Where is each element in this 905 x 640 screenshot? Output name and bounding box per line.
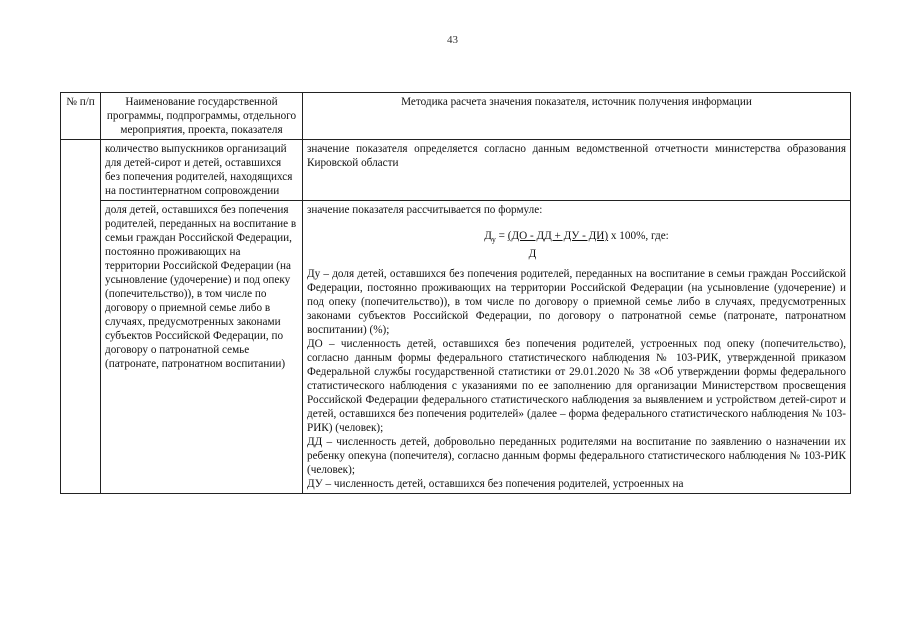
definition-do: ДО – численность детей, оставшихся без попечения родителей, устроенных под опеку (попечительство), согласно данным формы федерального статистического наблюдения № 103-РИК, утвержденной приказом Федеральной службы государственной статистики от 29.01.2020 № 38 «Об утверждении формы федерального статистического наблюдения с указаниями по ее заполнению для организации Министерством просвещения Российской Федерации федерального статистического наблюдения за выявлением и устройством детей-сирот и детей, оставшихся без попечения родителей» (далее – форма федерального статистического наблюдения № 103-РИК) (человек);: [307, 338, 846, 435]
formula-numerator: (ДО - ДД + ДУ - ДИ): [507, 230, 609, 242]
indicator-table: [60, 92, 851, 494]
indicator-name: количество выпускников организаций для детей-сирот и детей, оставшихся без попечения родителей, находящихся на постинтернатном сопровождении: [101, 140, 303, 201]
table-row: [61, 201, 851, 494]
page-number: 43: [447, 34, 458, 46]
definition-du2: ДУ – численность детей, оставшихся без попечения родителей, устроенных на: [307, 478, 684, 491]
formula-denominator: Д: [528, 248, 537, 261]
header-number: № п/п: [61, 93, 101, 140]
definition-du: Ду – доля детей, оставшихся без попечения родителей, переданных на воспитание в семьи граждан Российской Федерации, постоянно проживающих на территории Российской Федерации (на усыновление (удочерение) и под опеку (попечительство)), в том числе по договору о приемной семье либо в случаях, предусмотренных законами субъектов Российской Федерации, по договору о патронатной семье (патронате, патронатном воспитании) (%);: [307, 268, 846, 337]
definition-dd: ДД – численность детей, добровольно переданных родителями на воспитание по заявлению о назначении их ребенку опекуна (попечителя), согласно данным формы федерального статистического наблюдения № 103-РИК (человек);: [307, 436, 846, 477]
method-intro: значение показателя рассчитывается по формуле:: [307, 204, 543, 216]
indicator-method: значение показателя определяется согласно данным ведомственной отчетности министерства образования Кировской области: [303, 140, 851, 201]
formula-subscript: у: [491, 235, 496, 245]
header-method: Методика расчета значения показателя, источник получения информации: [303, 93, 851, 140]
table-header-row: [61, 93, 851, 140]
indicator-name: доля детей, оставшихся без попечения родителей, переданных на воспитание в семьи граждан Российской Федерации, постоянно проживающих на территории Российской Федерации (на усыновление (удочерение) и под опеку (попечительство)), в том числе по договору о приемной семье либо в случаях, предусмотренных законами субъектов Российской Федерации, по договору о патронатной семье (патронате, патронатном воспитании): [101, 201, 303, 494]
row-number-cell: [61, 140, 101, 494]
header-name: Наименование государственной программы, подпрограммы, отдельного мероприятия, проекта, показателя: [101, 93, 303, 140]
table-row: [61, 140, 851, 201]
indicator-method: [303, 201, 851, 494]
formula: $Д_у = (ДО$ - ДД + ДУ - ДИ) x 100%, где: Д: [307, 229, 846, 261]
formula-lhs: Д: [484, 230, 492, 242]
formula-tail: x 100%, где:: [610, 230, 669, 242]
